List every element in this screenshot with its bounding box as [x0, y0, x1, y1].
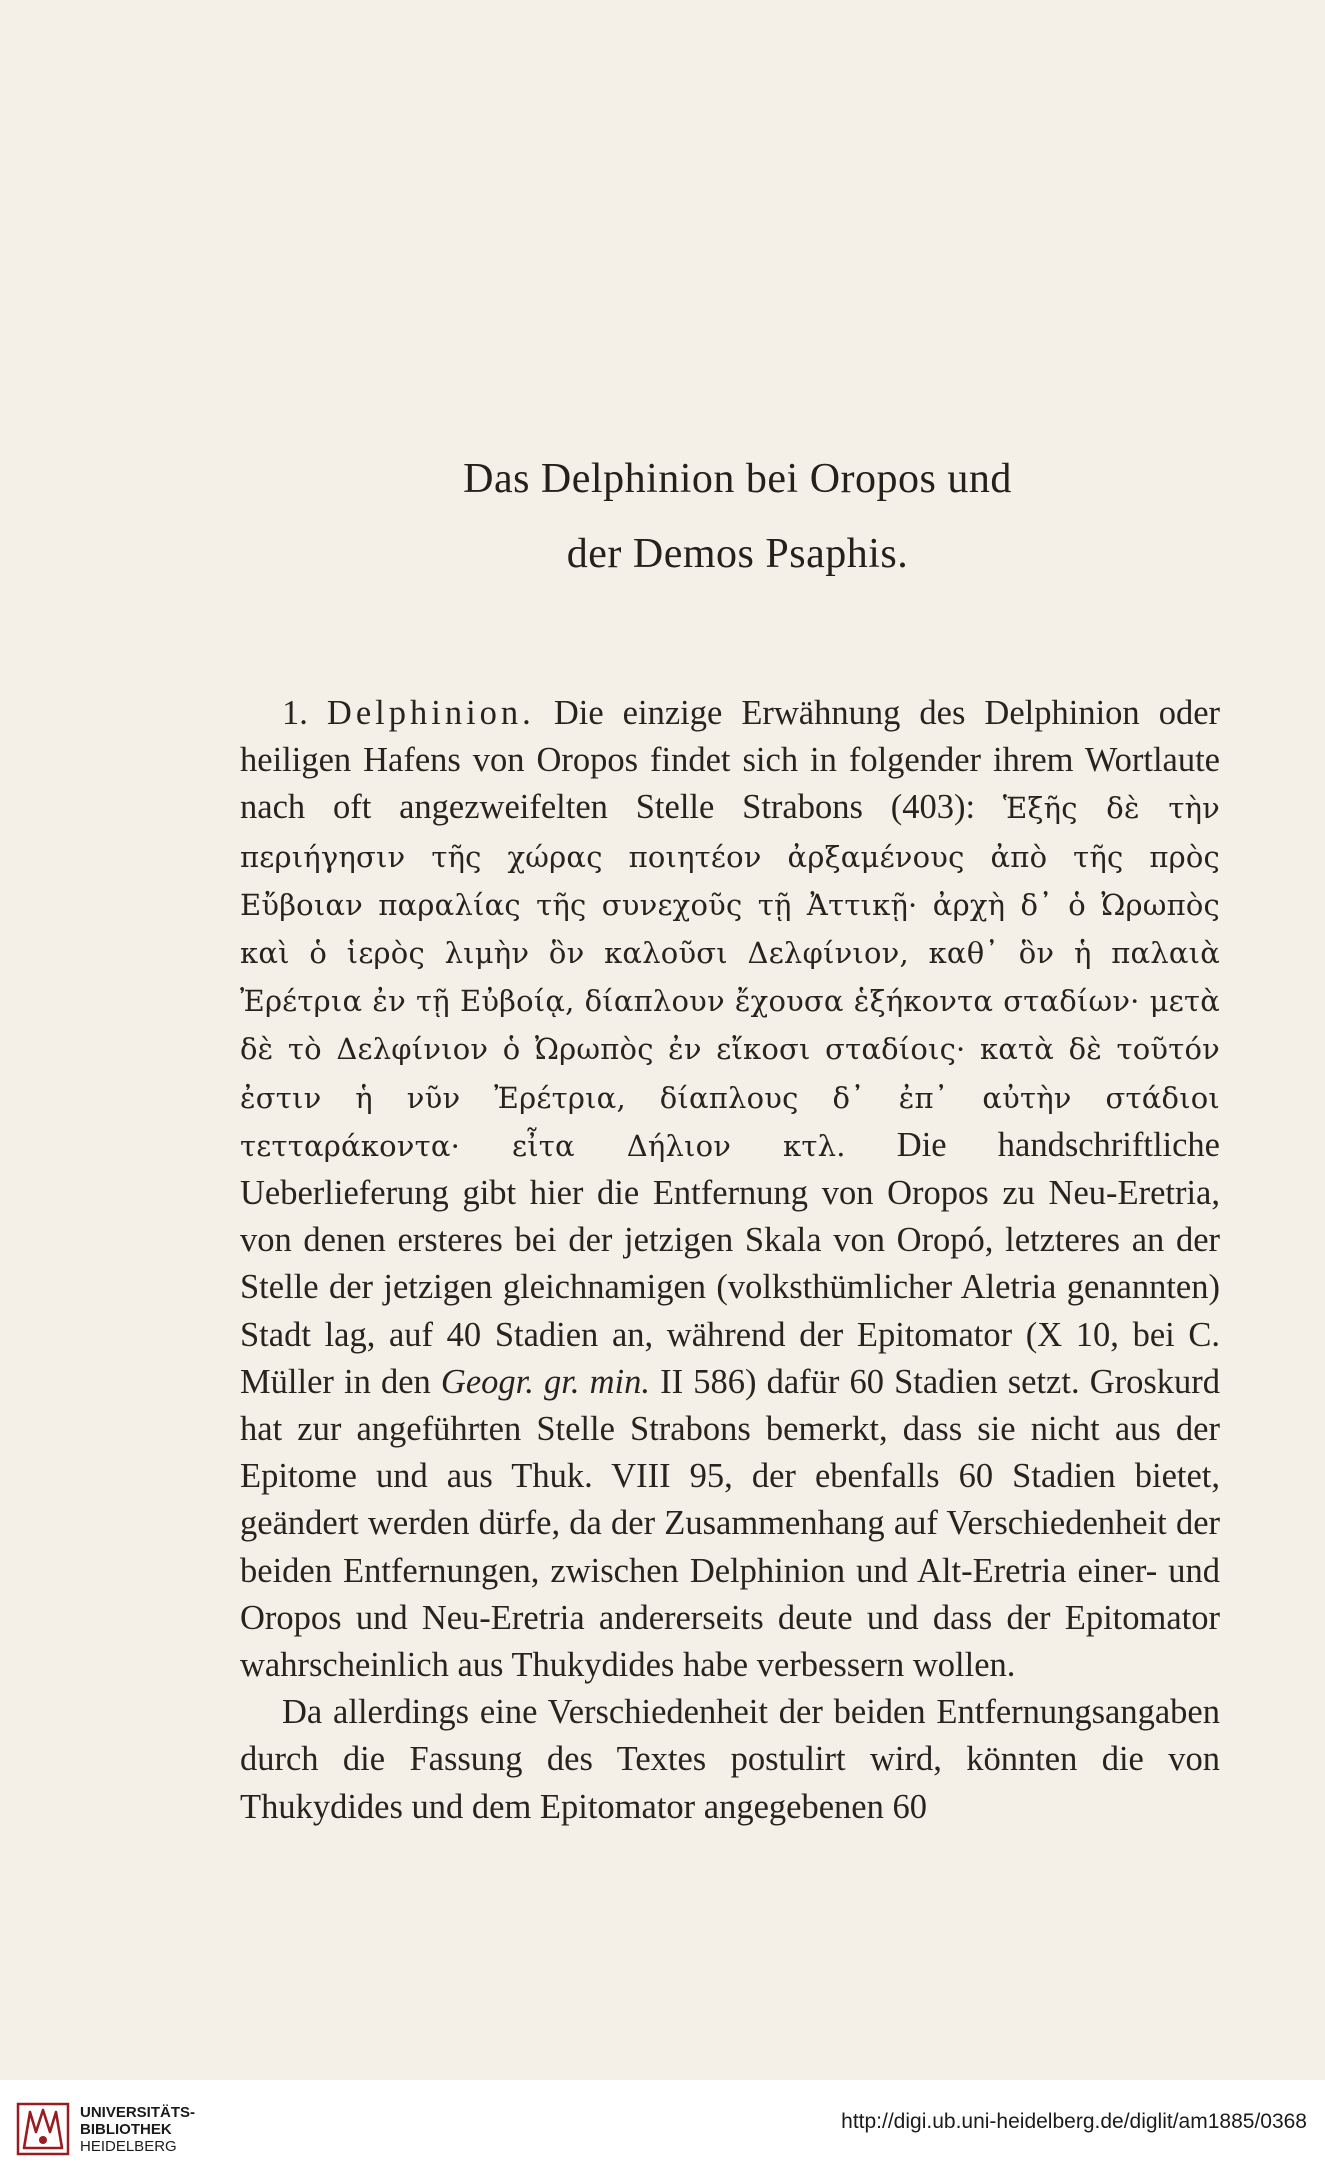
paragraph-1	[240, 690, 1220, 1689]
paragraph-1-text-2b: II 586) dafür 60 Stadien setzt. Groskurd hat zur angeführten Stelle Strabons bemerkt, dass sie nicht aus der Epitome und aus Thuk. VIII 95, der ebenfalls 60 Stadien bietet, geändert werden dürfe, da der Zusammenhang auf Verschiedenheit der beiden Entfernungen, zwischen Delphinion und Alt-Eretria einer- und Oropos und Neu-Eretria andererseits deute und dass der Epitomator wahrscheinlich aus Thukydides habe verbessern wollen.	[240, 1362, 1221, 1685]
citation-title: Geogr. gr. min.	[440, 1362, 650, 1401]
institution-line-2: BIBLIOTHEK	[80, 2121, 172, 2138]
article-title-line-1: Das Delphinion bei Oropos und	[463, 456, 1012, 502]
paragraph-2: Da allerdings eine Verschiedenheit der beiden Entfernungsangaben durch die Fassung des Textes postulirt wird, könnten die von Thukydides und dem Epitomator angegebenen 60	[240, 1693, 1220, 1826]
article-title-line-2: der Demos Psaphis.	[566, 531, 909, 577]
paragraph-1-text-2a: Die handschriftliche Ueberlieferung gibt hier die Entfernung von Oropos zu Neu-Eretria, von denen ersteres bei der jetzigen Skala von Oropó, letzteres an der Stelle der jetzigen gleichnamigen (volksthümlicher Aletria genannten) Stadt lag, auf 40 Stadien an, während der Epitomator (X 10, bei C. Müller in den	[240, 1125, 1220, 1401]
page-footer	[0, 2080, 1325, 2178]
section-number: 1.	[282, 694, 308, 732]
show-through-text	[250, 120, 1230, 680]
section-heading: Delphinion.	[326, 694, 535, 732]
institution-name	[80, 2104, 195, 2155]
permalink-url[interactable]: http://digi.ub.uni-heidelberg.de/diglit/am1885/0368	[841, 2110, 1307, 2133]
greek-quotation: Ἑξῆς δὲ τὴν περιήγησιν τῆς χώρας ποιητέον ἀρξαμένους ἀπὸ τῆς πρὸς Εὔβοιαν παραλίας τῆς συνεχοῦς τῇ Ἀττικῇ· ἀρχὴ δ᾽ ὁ Ὠρωπὸς καὶ ὁ ἱερὸς λιμὴν ὃν καλοῦσι Δελφίνιον, καθ᾽ ὃν ἡ παλαιὰ Ἐρέτρια ἐν τῇ Εὐβοίᾳ, δίαπλουν ἔχουσα ἑξήκοντα σταδίων· μετὰ δὲ τὸ Δελφίνιον ὁ Ὠρωπὸς ἐν εἴκοσι σταδίοις· κατὰ δὲ τοῦτόν ἐστιν ἡ νῦν Ἐρέτρια, δίαπλους δ᾽ ἐπ᾽ αὐτὴν στάδιοι τετταράκοντα· εἶτα Δήλιον κτλ.	[240, 791, 1221, 1163]
university-seal-icon	[16, 2102, 70, 2156]
institution-line-3: HEIDELBERG	[80, 2138, 177, 2155]
institution-line-1: UNIVERSITÄTS-	[80, 2104, 196, 2121]
paragraph-1-text-1: Die einzige Erwähnung des Delphinion oder heiligen Hafens von Oropos findet sich in folgender ihrem Wortlaute nach oft angezweifelten Stelle Strabons (403):	[240, 694, 1221, 827]
article-body	[240, 690, 1220, 1831]
